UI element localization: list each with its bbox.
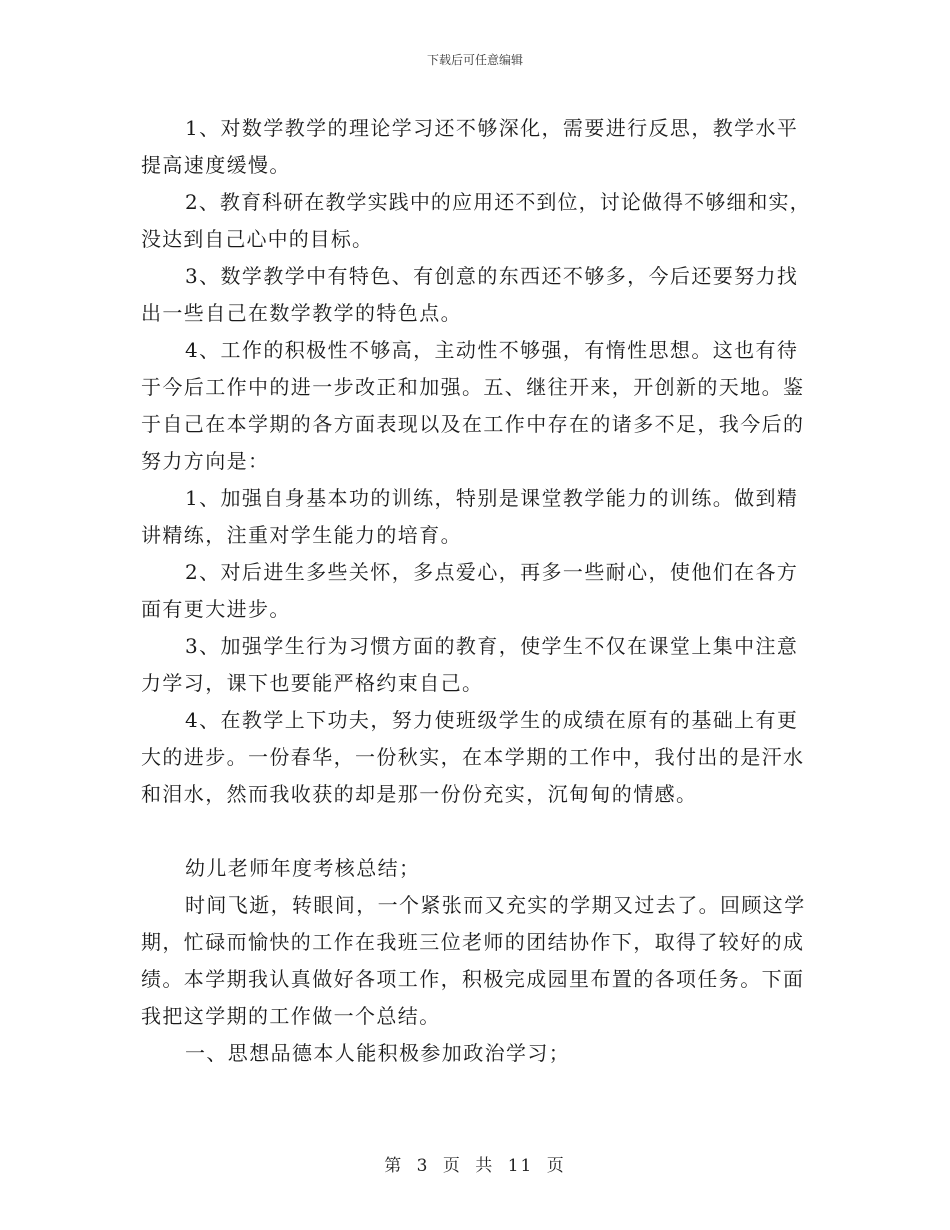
page-number: 第 3 页 共 11 页 bbox=[384, 1156, 566, 1176]
paragraph-4: 4、工作的积极性不够高，主动性不够强，有惰性思想。这也有待于今后工作中的进一步改正和加强。五、继往开来，开创新的天地。鉴于自己在本学期的各方面表现以及在工作中存在的诸多不足，我今后的努力方向是： bbox=[141, 338, 805, 473]
section-gap bbox=[141, 813, 811, 850]
section-title: 幼儿老师年度考核总结； bbox=[185, 856, 421, 880]
page-header: 下载后可任意编辑 bbox=[426, 53, 523, 67]
document-body bbox=[141, 110, 811, 1072]
paragraph-6: 2、对后进生多些关怀，多点爱心，再多一些耐心，使他们在各方面有更大进步。 bbox=[141, 560, 799, 621]
paragraph-1: 1、对数学教学的理论学习还不够深化，需要进行反思，教学水平提高速度缓慢。 bbox=[141, 116, 799, 177]
paragraph-9: 时间飞逝，转眼间，一个紧张而又充实的学期又过去了。回顾这学期，忙碌而愉快的工作在我班三位老师的团结协作下，取得了较好的成绩。本学期我认真做好各项工作，积极完成园里布置的各项任务。下面我把这学期的工作做一个总结。 bbox=[141, 893, 806, 1028]
paragraph-5: 1、加强自身基本功的训练，特别是课堂教学能力的训练。做到精讲精练，注重对学生能力的培育。 bbox=[141, 486, 799, 547]
paragraph-10: 一、思想品德本人能积极参加政治学习； bbox=[185, 1041, 571, 1065]
paragraph-3: 3、数学教学中有特色、有创意的东西还不够多，今后还要努力找出一些自己在数学教学的特色点。 bbox=[141, 264, 799, 325]
paragraph-2: 2、教育科研在教学实践中的应用还不到位，讨论做得不够细和实，没达到自己心中的目标。 bbox=[141, 190, 811, 251]
paragraph-8: 4、在教学上下功夫，努力使班级学生的成绩在原有的基础上有更大的进步。一份春华，一份秋实，在本学期的工作中，我付出的是汗水和泪水，然而我收获的却是那一份份充实，沉甸甸的情感。 bbox=[141, 708, 805, 806]
paragraph-7: 3、加强学生行为习惯方面的教育，使学生不仅在课堂上集中注意力学习，课下也要能严格约束自己。 bbox=[141, 634, 799, 695]
